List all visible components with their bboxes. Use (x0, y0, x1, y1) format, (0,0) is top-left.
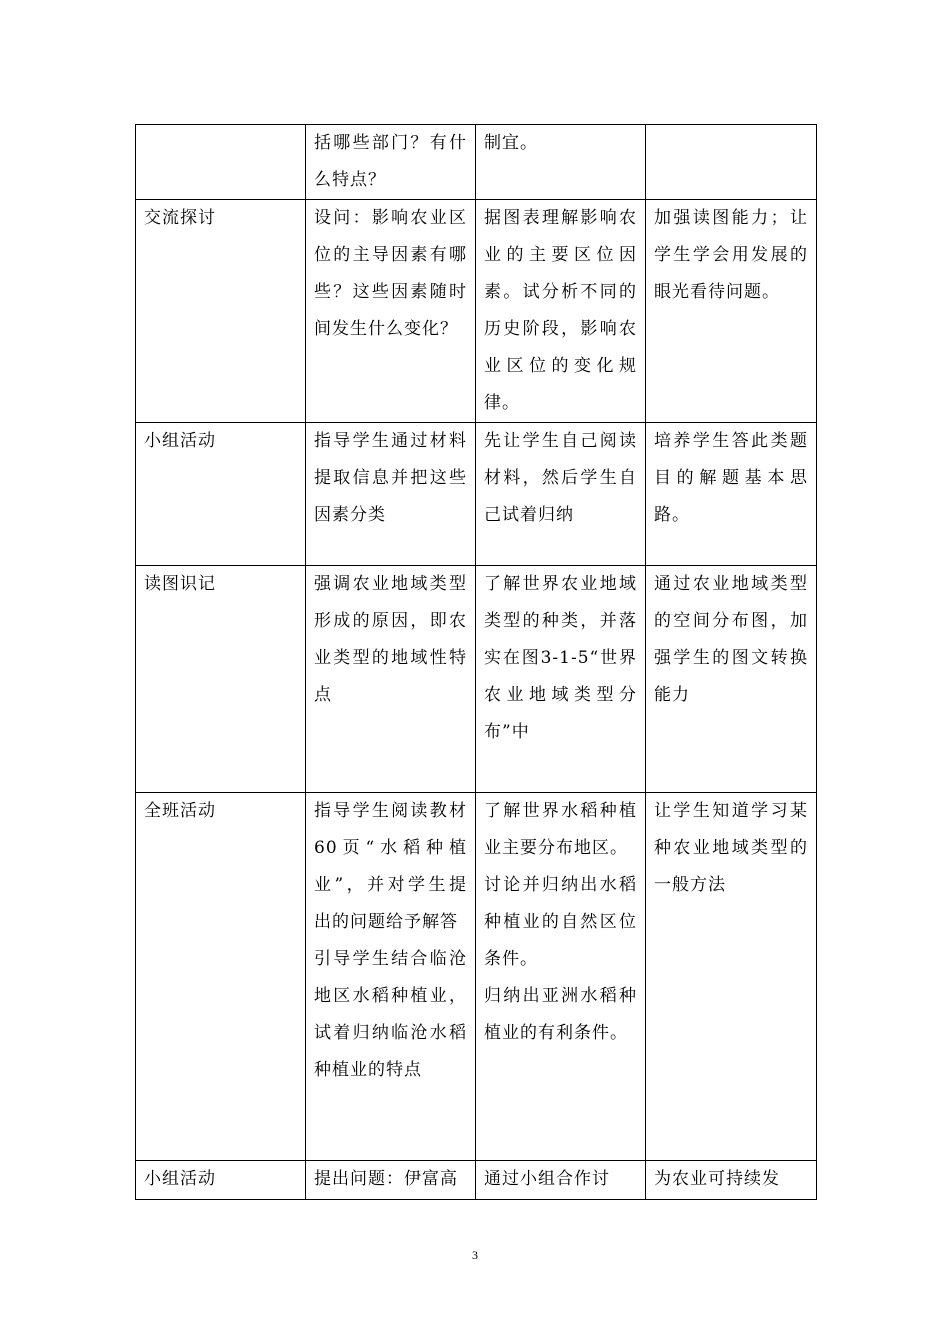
teacher-activity-cell: 指导学生阅读教材60页“水稻种植业”，并对学生提出的问题给予解答 引导学生结合临沧地区水稻种植业，试着归纳临沧水稻种植业的特点 (306, 793, 476, 1161)
table-row (136, 423, 817, 566)
table-row (136, 793, 817, 1161)
table-row (136, 566, 817, 793)
stage-cell: 小组活动 (136, 423, 306, 566)
student-activity-cell: 通过小组合作讨 (476, 1161, 646, 1200)
lesson-plan-table (135, 124, 817, 1200)
table-row (136, 1161, 817, 1200)
teacher-activity-cell: 设问：影响农业区位的主导因素有哪些？这些因素随时间发生什么变化？ (306, 200, 476, 423)
teacher-activity-cell: 指导学生通过材料提取信息并把这些因素分类 (306, 423, 476, 566)
teacher-activity-cell: 括哪些部门？有什么特点？ (306, 125, 476, 200)
stage-cell: 交流探讨 (136, 200, 306, 423)
student-activity-cell: 据图表理解影响农业的主要区位因素。试分析不同的历史阶段，影响农业区位的变化规律。 (476, 200, 646, 423)
stage-cell: 读图识记 (136, 566, 306, 793)
page-number: 3 (472, 1248, 478, 1262)
stage-cell (136, 125, 306, 200)
table-row (136, 200, 817, 423)
purpose-cell: 加强读图能力；让学生学会用发展的眼光看待问题。 (646, 200, 817, 423)
stage-cell: 全班活动 (136, 793, 306, 1161)
purpose-cell: 培养学生答此类题目的解题基本思路。 (646, 423, 817, 566)
purpose-cell: 为农业可持续发 (646, 1161, 817, 1200)
purpose-cell: 通过农业地域类型的空间分布图，加强学生的图文转换能力 (646, 566, 817, 793)
student-activity-cell: 制宜。 (476, 125, 646, 200)
purpose-cell (646, 125, 817, 200)
purpose-cell: 让学生知道学习某种农业地域类型的一般方法 (646, 793, 817, 1161)
teacher-activity-cell: 强调农业地域类型形成的原因，即农业类型的地域性特点 (306, 566, 476, 793)
student-activity-cell: 了解世界农业地域类型的种类，并落实在图3-1-5“世界农业地域类型分布”中 (476, 566, 646, 793)
table-row (136, 125, 817, 200)
teacher-activity-cell: 提出问题：伊富高 (306, 1161, 476, 1200)
stage-cell: 小组活动 (136, 1161, 306, 1200)
student-activity-cell: 了解世界水稻种植业主要分布地区。 讨论并归纳出水稻种植业的自然区位条件。 归纳出亚洲水稻种植业的有利条件。 (476, 793, 646, 1161)
student-activity-cell: 先让学生自己阅读材料，然后学生自己试着归纳 (476, 423, 646, 566)
